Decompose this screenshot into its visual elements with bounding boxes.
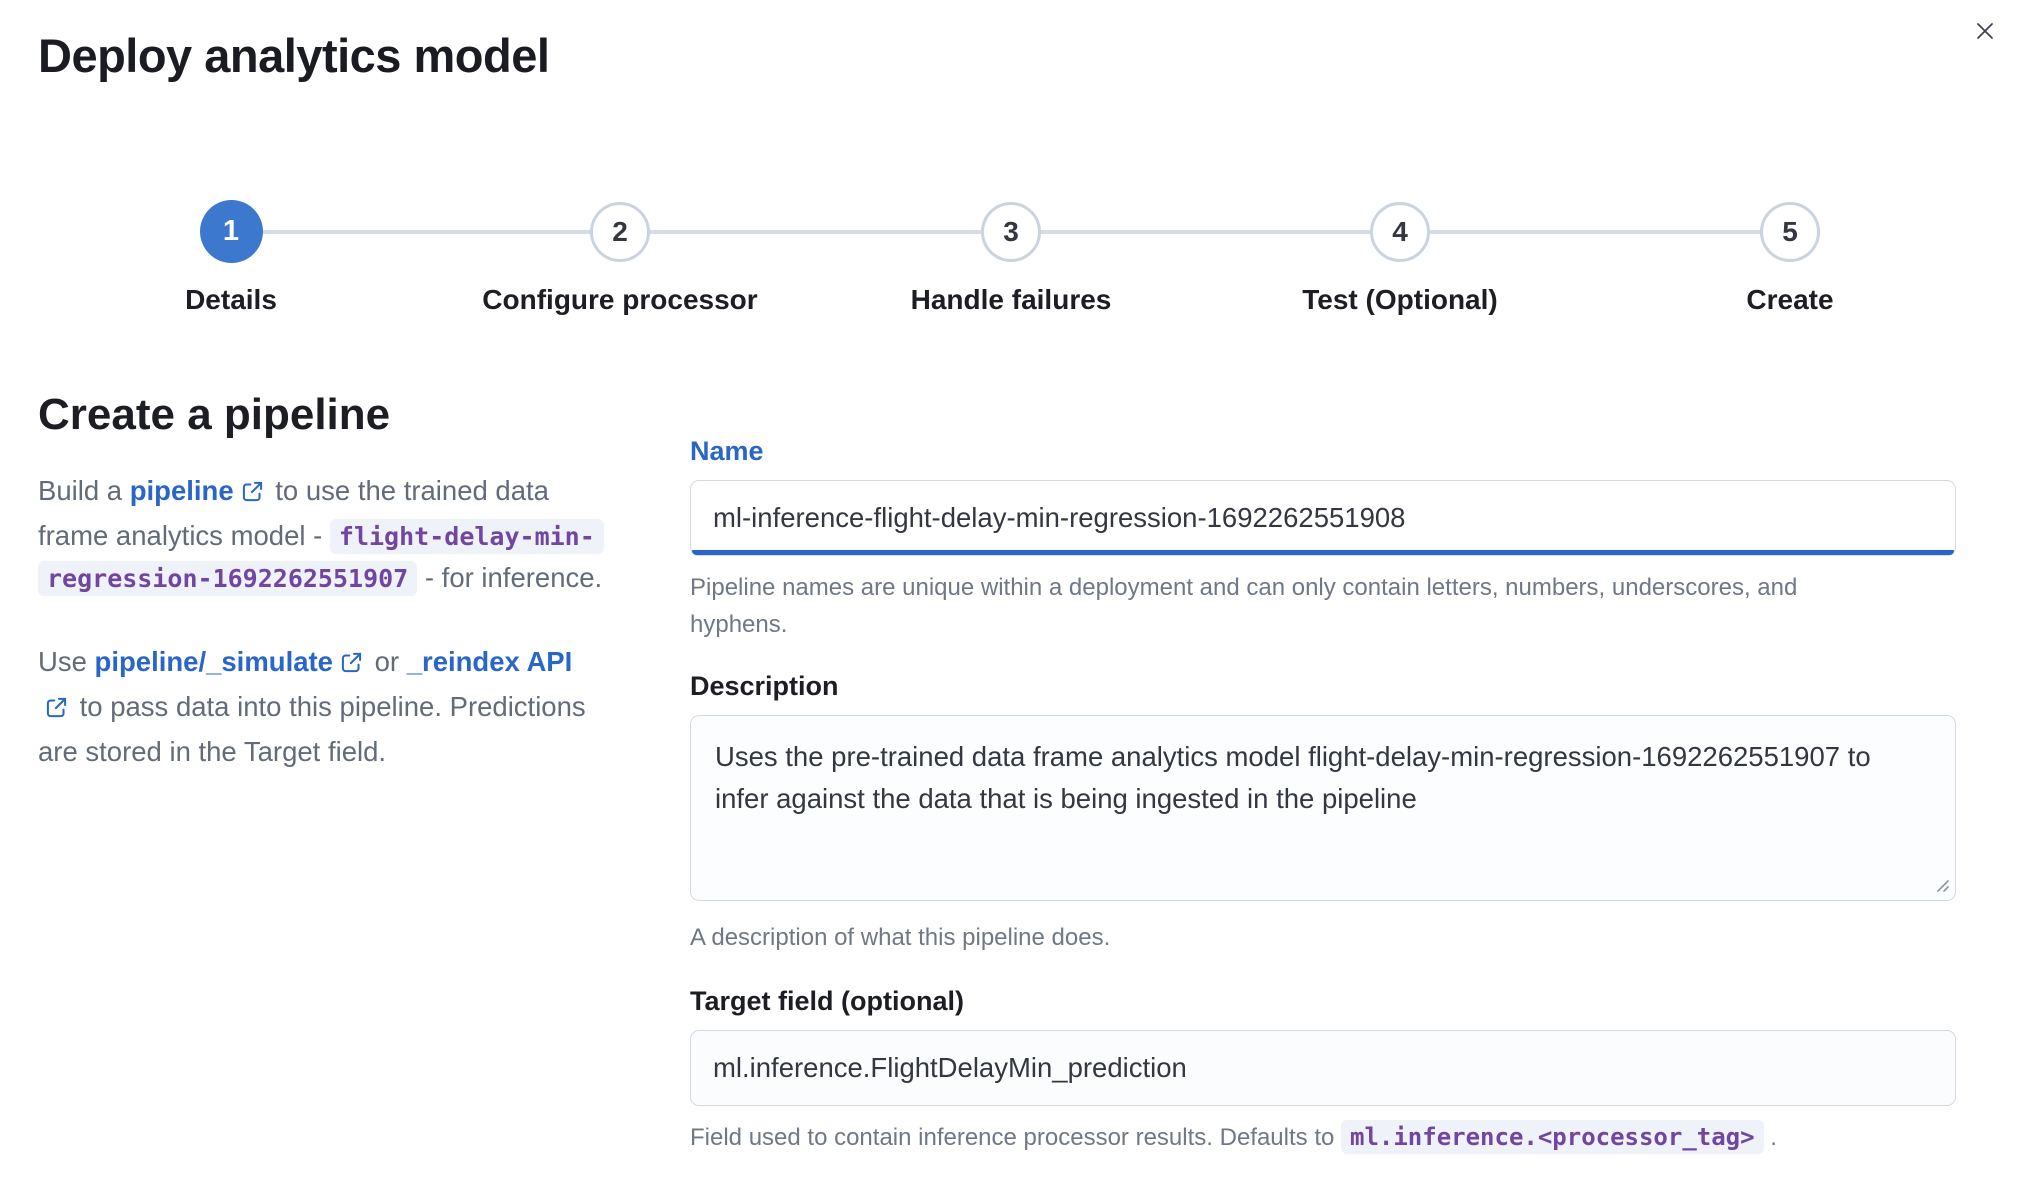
intro-text: or <box>366 646 407 677</box>
intro-paragraph-2 <box>38 641 603 772</box>
step-create[interactable] <box>1630 200 1950 316</box>
reindex-api-link[interactable]: _reindex API <box>406 646 573 677</box>
pipeline-form <box>690 436 1956 1156</box>
step-number-circle[interactable]: 5 <box>1760 202 1820 262</box>
name-label: Name <box>690 436 764 466</box>
step-details[interactable] <box>71 200 391 316</box>
intro-text: - for inference. <box>417 562 603 593</box>
name-help-line: Pipeline names are unique within a deployment and can only contain letters, numbers, underscores, and <box>690 574 1798 601</box>
name-input[interactable] <box>690 480 1956 556</box>
external-link-icon <box>240 474 265 515</box>
step-label: Test (Optional) <box>1302 284 1498 315</box>
resize-handle-icon[interactable] <box>1933 876 1951 899</box>
close-button[interactable] <box>1963 10 2007 54</box>
step-configure-processor[interactable] <box>460 200 780 316</box>
horizontal-steps <box>0 200 2023 330</box>
external-link-icon <box>44 690 69 731</box>
target-field-label: Target field (optional) <box>690 986 964 1016</box>
intro-text: to use the trained data frame analytics model - <box>38 475 549 551</box>
step-label: Details <box>185 284 277 315</box>
intro-text: to pass data into this pipeline. Predictions are stored in the Target field. <box>38 691 586 767</box>
target-field-help-text <box>690 1119 1956 1156</box>
page-title: Deploy analytics model <box>38 29 550 82</box>
target-field-input[interactable] <box>690 1030 1956 1106</box>
close-icon <box>1971 17 1999 48</box>
step-label: Handle failures <box>910 284 1112 315</box>
intro-text: Use <box>38 646 95 677</box>
target-help-suffix: . <box>1763 1124 1777 1151</box>
pipeline-simulate-api-link[interactable]: pipeline/_simulate <box>94 646 333 677</box>
step-test-optional[interactable] <box>1240 200 1560 316</box>
target-help-prefix: Field used to contain inference processor results. Defaults to <box>690 1124 1341 1151</box>
pipeline-intro-panel <box>38 390 603 814</box>
step-handle-failures[interactable] <box>851 200 1171 316</box>
external-link-icon <box>339 645 364 686</box>
step-number-circle[interactable]: 3 <box>981 202 1041 262</box>
intro-text: Build a <box>38 475 130 506</box>
section-heading: Create a pipeline <box>38 390 391 439</box>
model-id-code-chip: flight-delay-min-regression-1692262551907 <box>38 519 604 596</box>
name-help-line: hyphens. <box>690 611 788 638</box>
description-textarea[interactable] <box>690 715 1956 901</box>
step-number-circle[interactable]: 1 <box>200 200 263 263</box>
pipeline-docs-link[interactable]: pipeline <box>129 475 234 506</box>
step-number-circle[interactable]: 2 <box>590 202 650 262</box>
step-label: Configure processor <box>482 284 758 315</box>
description-label: Description <box>690 671 839 701</box>
step-label: Create <box>1746 284 1834 315</box>
intro-paragraph-1 <box>38 470 603 599</box>
processor-tag-code-chip: ml.inference.<processor_tag> <box>1341 1120 1764 1154</box>
step-number-circle[interactable]: 4 <box>1370 202 1430 262</box>
input-focus-indicator <box>692 550 1954 555</box>
name-help-text <box>690 569 1956 643</box>
description-help-text: A description of what this pipeline does. <box>690 924 1111 951</box>
